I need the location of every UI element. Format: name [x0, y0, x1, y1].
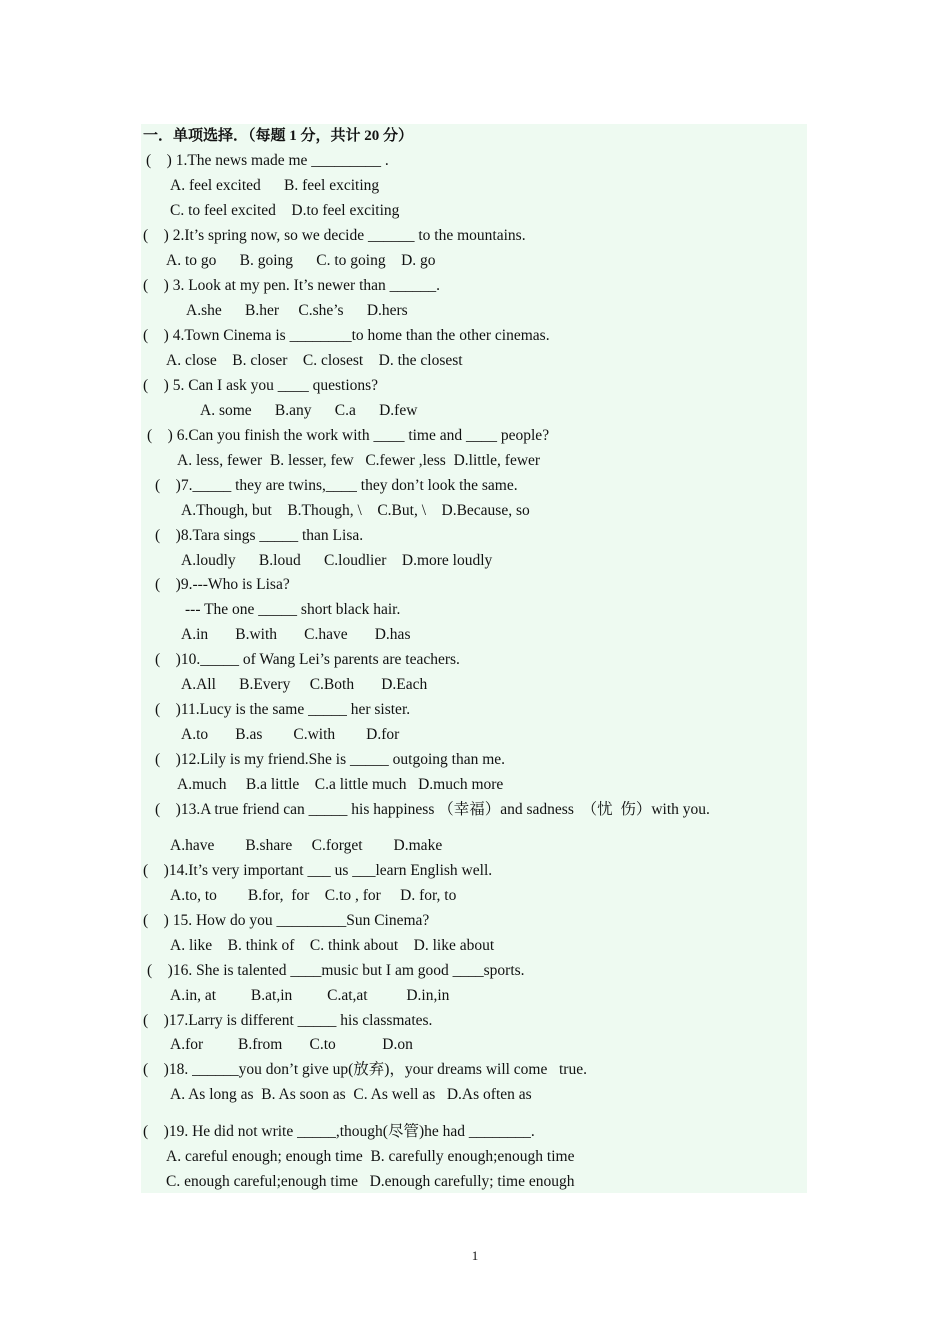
question-line: ( ) 3. Look at my pen. It’s newer than ______. [143, 277, 441, 294]
question-line: ( ) 15. How do you _________Sun Cinema? [143, 912, 430, 929]
option-line: A.in, at B.at,in C.at,at D.in,in [170, 987, 450, 1004]
question-line: ( )18. ______you don’t give up(放弃)，your dreams will come true. [143, 1061, 587, 1078]
option-line: C. enough careful;enough time D.enough carefully; time enough [166, 1173, 575, 1190]
option-line: A.Though, but B.Though, \ C.But, \ D.Because, so [181, 502, 530, 519]
question-line: ( ) 5. Can I ask you ____ questions? [143, 377, 379, 394]
question-line: ( )14.It’s very important ___ us ___learn English well. [143, 862, 493, 879]
option-line: A.have B.share C.forget D.make [170, 837, 443, 854]
option-line: A. careful enough; enough time B. carefully enough;enough time [166, 1148, 575, 1165]
option-line: A.to, to B.for, for C.to , for D. for, to [170, 887, 457, 904]
section-title: 一．单项选择．（每题 1 分，共计 20 分） [143, 128, 414, 144]
question-line: ( )13.A true friend can _____ his happiness （幸福）and sadness （忧 伤）with you. [155, 801, 710, 818]
question-line: ( ) 4.Town Cinema is ________to home than the other cinemas. [143, 327, 550, 344]
option-line: A. to go B. going C. to going D. go [166, 252, 436, 269]
question-line: ( )12.Lily is my friend.She is _____ outgoing than me. [155, 751, 506, 768]
question-line: ( ) 1.The news made me _________ . [146, 152, 389, 169]
option-line: C. to feel excited D.to feel exciting [170, 202, 400, 219]
question-line: ( ) 2.It’s spring now, so we decide ______ to the mountains. [143, 227, 526, 244]
question-line: ( )8.Tara sings _____ than Lisa. [155, 527, 364, 544]
question-line: ( ) 6.Can you finish the work with ____ time and ____ people? [147, 427, 550, 444]
question-line: --- The one _____ short black hair. [185, 601, 401, 618]
option-line: A. feel excited B. feel exciting [170, 177, 380, 194]
option-line: A. like B. think of C. think about D. like about [170, 937, 495, 954]
option-line: A. less, fewer B. lesser, few C.fewer ,less D.little, fewer [177, 452, 541, 469]
question-line: ( )11.Lucy is the same _____ her sister. [155, 701, 411, 718]
option-line: A.for B.from C.to D.on [170, 1036, 413, 1053]
question-line: ( )19. He did not write _____,though(尽管)he had ________. [143, 1123, 535, 1140]
option-line: A. As long as B. As soon as C. As well as D.As often as [170, 1086, 532, 1103]
option-line: A.she B.her C.she’s D.hers [186, 302, 408, 319]
option-line: A. some B.any C.a D.few [200, 402, 418, 419]
question-line: ( )17.Larry is different _____ his classmates. [143, 1012, 433, 1029]
question-line: ( )16. She is talented ____music but I am good ____sports. [147, 962, 525, 979]
option-line: A. close B. closer C. closest D. the closest [166, 352, 463, 369]
option-line: A.to B.as C.with D.for [181, 726, 400, 743]
question-line: ( )10._____ of Wang Lei’s parents are teachers. [155, 651, 460, 668]
option-line: A.loudly B.loud C.loudlier D.more loudly [181, 552, 493, 569]
page-number: 1 [471, 1248, 479, 1263]
option-line: A.much B.a little C.a little much D.much more [177, 776, 504, 793]
option-line: A.in B.with C.have D.has [181, 626, 411, 643]
question-line: ( )7._____ they are twins,____ they don’t look the same. [155, 477, 518, 494]
option-line: A.All B.Every C.Both D.Each [181, 676, 428, 693]
question-line: ( )9.---Who is Lisa? [155, 576, 290, 593]
